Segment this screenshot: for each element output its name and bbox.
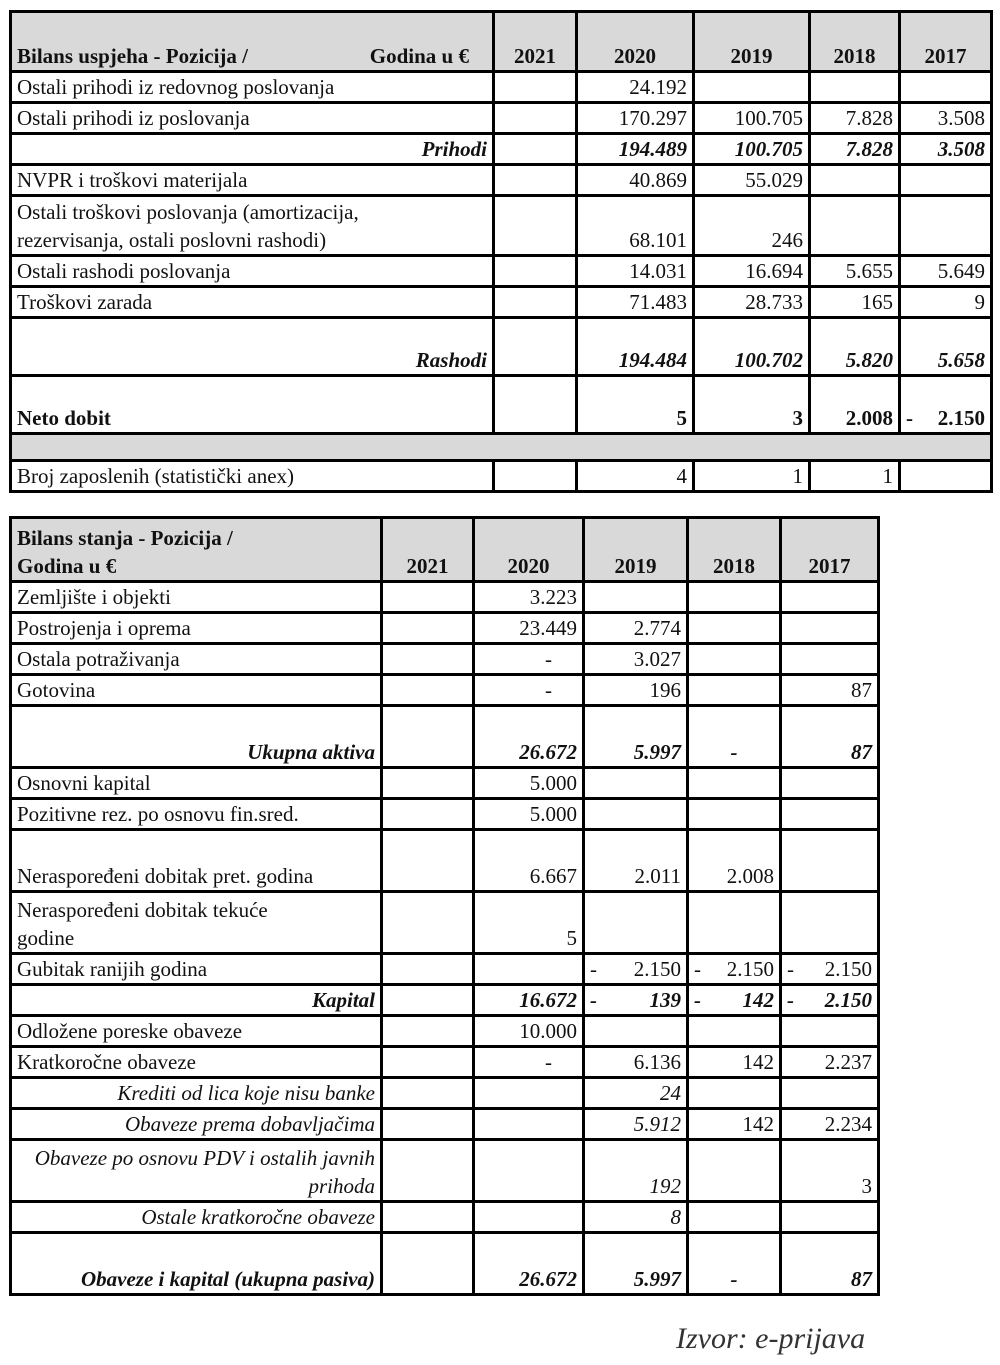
table-row: Broj zaposlenih (statistički anex) 4 1 1: [11, 461, 992, 492]
table-row: Osnovni kapital 5.000: [11, 768, 879, 799]
table-row: Pozitivne rez. po osnovu fin.sred. 5.000: [11, 799, 879, 830]
column-header-year: 2021: [494, 12, 577, 72]
column-header-year: 2019: [584, 518, 688, 582]
table-row-sub: Krediti od lica koje nisu banke 24: [11, 1078, 879, 1109]
table-row: Neraspoređeni dobitak pret. godina 6.667 2.011 2.008: [11, 830, 879, 892]
total-row-ukupna-pasiva: Obaveze i kapital (ukupna pasiva) 26.672 5.997 - 87: [11, 1233, 879, 1295]
table-header-row: [11, 518, 879, 582]
column-header-year: 2020: [474, 518, 584, 582]
column-header-year: 2020: [577, 12, 694, 72]
column-header-year: 2017: [900, 12, 992, 72]
table-row: Gotovina - 196 87: [11, 675, 879, 706]
subtotal-row-ukupna-aktiva: Ukupna aktiva 26.672 5.997 - 87: [11, 706, 879, 768]
table-row: Neraspoređeni dobitak tekuće godine 5: [11, 892, 879, 954]
table-row: Zemljište i objekti 3.223: [11, 582, 879, 613]
column-header-year: 2019: [694, 12, 810, 72]
table-row: Odložene poreske obaveze 10.000: [11, 1016, 879, 1047]
table-row-sub: Obaveze prema dobavljačima 5.912 142 2.234: [11, 1109, 879, 1140]
column-header-position: Bilans uspjeha - Pozicija / Godina u €: [11, 12, 494, 72]
table-row: Ostali rashodi poslovanja 14.031 16.694 5.655 5.649: [11, 256, 992, 287]
table-row-sub: Obaveze po osnovu PDV i ostalih javnih prihoda 192 3: [11, 1140, 879, 1202]
table-row-sub: Ostale kratkoročne obaveze 8: [11, 1202, 879, 1233]
subtotal-row-prihodi: Prihodi 194.489 100.705 7.828 3.508: [11, 134, 992, 165]
table-row: Ostali prihodi iz poslovanja 170.297 100.705 7.828 3.508: [11, 103, 992, 134]
column-header-year: 2018: [688, 518, 781, 582]
table-row: Ostala potraživanja - 3.027: [11, 644, 879, 675]
column-header-year: 2018: [810, 12, 900, 72]
source-note: Izvor: e-prijava: [676, 1322, 866, 1355]
table-header-row: [11, 12, 992, 72]
table-row: Troškovi zarada 71.483 28.733 165 9: [11, 287, 992, 318]
table-row: Gubitak ranijih godina - 2.150 - 2.150 - 2.150: [11, 954, 879, 985]
table-row: Kratkoročne obaveze - 6.136 142 2.237: [11, 1047, 879, 1078]
total-row-neto-dobit: Neto dobit 5 3 2.008 - 2.150: [11, 376, 992, 434]
table-row: Postrojenja i oprema 23.449 2.774: [11, 613, 879, 644]
subtotal-row-kapital: Kapital 16.672 - 139 - 142 - 2.150: [11, 985, 879, 1016]
separator-row: [11, 434, 992, 461]
column-header-position: Bilans stanja - Pozicija / Godina u €: [11, 518, 382, 582]
income-statement-table: [9, 10, 993, 493]
table-row: Ostali troškovi poslovanja (amortizacija, rezervisanja, ostali poslovni rashodi) 68.101 246: [11, 196, 992, 256]
balance-sheet-table: [9, 516, 880, 1296]
column-header-year: 2021: [382, 518, 474, 582]
column-header-year: 2017: [781, 518, 879, 582]
table-row: Ostali prihodi iz redovnog poslovanja 24.192: [11, 72, 992, 103]
subtotal-row-rashodi: Rashodi 194.484 100.702 5.820 5.658: [11, 318, 992, 376]
table-row: NVPR i troškovi materijala 40.869 55.029: [11, 165, 992, 196]
